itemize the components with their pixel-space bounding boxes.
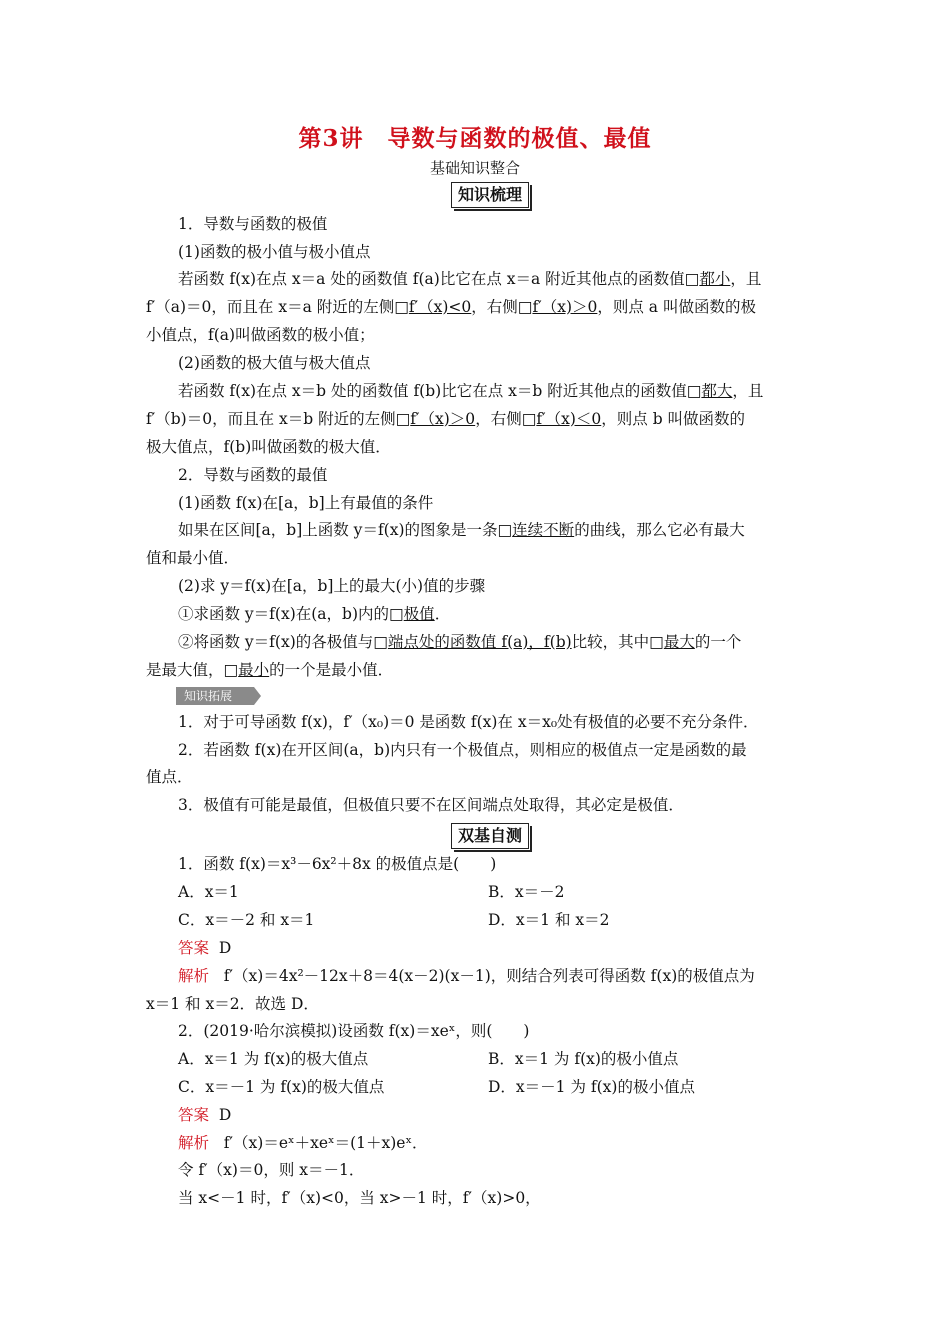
text-span: 的一个 [694,633,742,651]
fill-answer: 都大 [701,382,733,400]
text-line: (1)函数 f(x)在[a，b]上有最值的条件 [178,494,434,512]
text-span: 的一个是最小值． [269,661,394,679]
question-text: 2．(2019·哈尔滨模拟)设函数 f(x)＝xeˣ，则( ) [178,1022,530,1040]
fill-answer: 端点处的函数值 f(a)，f(b) [387,633,572,651]
answer-label: 答案 [178,939,210,957]
answer-value: D [218,939,232,957]
fill-answer: 极值 [403,605,435,623]
text-span: ，则点 b 叫做函数的 [601,410,746,428]
text-line [178,630,741,654]
text-line: 1．导数与函数的极值 [178,215,328,233]
analysis-line [178,1131,428,1155]
analysis-text: f′（x)＝4x²－12x＋8＝4(x－2)(x－1)，则结合列表可得函数 f(x)的极值点为 [223,967,755,985]
text-span: ，右侧□ [475,410,537,428]
fill-answer: f′（x)＞0 [532,298,598,316]
page-title: 第3讲 导数与函数的极值、最值 [298,125,652,152]
text-span: ①求函数 y＝f(x)在(a，b)内的□ [178,605,404,623]
text-line: 令 f′（x)＝0，则 x＝－1． [178,1161,365,1179]
fill-answer: f′（x)＜0 [536,410,602,428]
text-span: 如果在区间[a，b]上函数 y＝f(x)的图象是一条□ [178,521,513,539]
text-line: 极大值点，f(b)叫做函数的极大值． [146,438,391,456]
text-span: 若函数 f(x)在点 x＝a 处的函数值 f(a)比它在点 x＝a 附近其他点的函数值□ [178,270,700,288]
answer-label: 答案 [178,1106,210,1124]
answer-line [178,1103,231,1127]
text-line [178,379,763,403]
text-line: 1．对于可导函数 f(x)，f′（x₀)＝0 是函数 f(x)在 x＝x₀处有极值的必要不充分条件． [178,713,759,731]
text-line: 当 x<－1 时，f′（x)<0，当 x>－1 时，f′（x)>0， [178,1189,541,1207]
option-d: D．x＝－1 为 f(x)的极小值点 [488,1078,695,1096]
fill-answer: 都小 [699,270,731,288]
self-test-box-heading: 双基自测 [451,823,529,849]
option-b: B．x＝1 为 f(x)的极小值点 [488,1050,679,1068]
text-line: 值和最小值． [146,549,240,567]
question-text: 1．函数 f(x)＝x³－6x²＋8x 的极值点是( ) [178,855,497,873]
analysis-text: f′（x)＝eˣ＋xeˣ＝(1＋x)eˣ． [223,1134,428,1152]
analysis-line [178,964,755,988]
fill-answer: f′（x)<0 [408,298,472,316]
text-span: ． [434,605,451,623]
text-span: f′（a)＝0，而且在 x＝a 附近的左侧□ [146,298,409,316]
fill-answer: 连续不断 [512,521,575,539]
option-a: A．x＝1 为 f(x)的极大值点 [178,1050,369,1068]
text-line [178,518,745,542]
fill-answer: f′（x)＞0 [410,410,476,428]
text-span: 是最大值，□ [146,661,239,679]
text-span: ，则点 a 叫做函数的极 [597,298,756,316]
option-a: A．x＝1 [178,883,239,901]
option-c: C．x＝－2 和 x＝1 [178,911,315,929]
option-c: C．x＝－1 为 f(x)的极大值点 [178,1078,385,1096]
text-line: 2．导数与函数的最值 [178,466,328,484]
text-line [178,267,761,291]
knowledge-box-heading: 知识梳理 [451,182,529,208]
text-line: 2．若函数 f(x)在开区间(a，b)内只有一个极值点，则相应的极值点一定是函数的最 [178,741,747,759]
section-subtitle: 基础知识整合 [429,159,520,177]
text-span: f′（b)＝0，而且在 x＝b 附近的左侧□ [146,410,411,428]
text-line: (2)求 y＝f(x)在[a，b]上的最大(小)值的步骤 [178,577,486,595]
analysis-label: 解析 [178,967,210,985]
fill-answer: 最大 [663,633,695,651]
text-span: ，且 [730,270,762,288]
text-line [146,407,745,431]
text-span: 比较，其中□ [571,633,664,651]
text-line: 值点． [146,768,193,786]
knowledge-extension-tag: 知识拓展 [176,687,254,705]
text-span: ②将函数 y＝f(x)的各极值与□ [178,633,388,651]
text-line: (2)函数的极大值与极大值点 [178,354,371,372]
answer-value: D [218,1106,232,1124]
analysis-label: 解析 [178,1134,210,1152]
text-line: 3．极值有可能是最值，但极值只要不在区间端点处取得，其必定是极值． [178,796,684,814]
text-span: 若函数 f(x)在点 x＝b 处的函数值 f(b)比它在点 x＝b 附近其他点的函数值□ [178,382,702,400]
text-line [178,602,450,626]
text-span: ，且 [732,382,764,400]
fill-answer: 最小 [238,661,270,679]
option-b: B．x＝－2 [488,883,565,901]
text-line: (1)函数的极小值与极小值点 [178,243,371,261]
text-span: 的曲线，那么它必有最大 [574,521,745,539]
text-line [146,658,393,682]
text-span: ，右侧□ [471,298,533,316]
option-d: D．x＝1 和 x＝2 [488,911,610,929]
text-line [146,295,756,319]
text-line: x＝1 和 x＝2．故选 D． [146,995,319,1013]
text-line: 小值点，f(a)叫做函数的极小值； [146,326,375,344]
answer-line [178,936,231,960]
